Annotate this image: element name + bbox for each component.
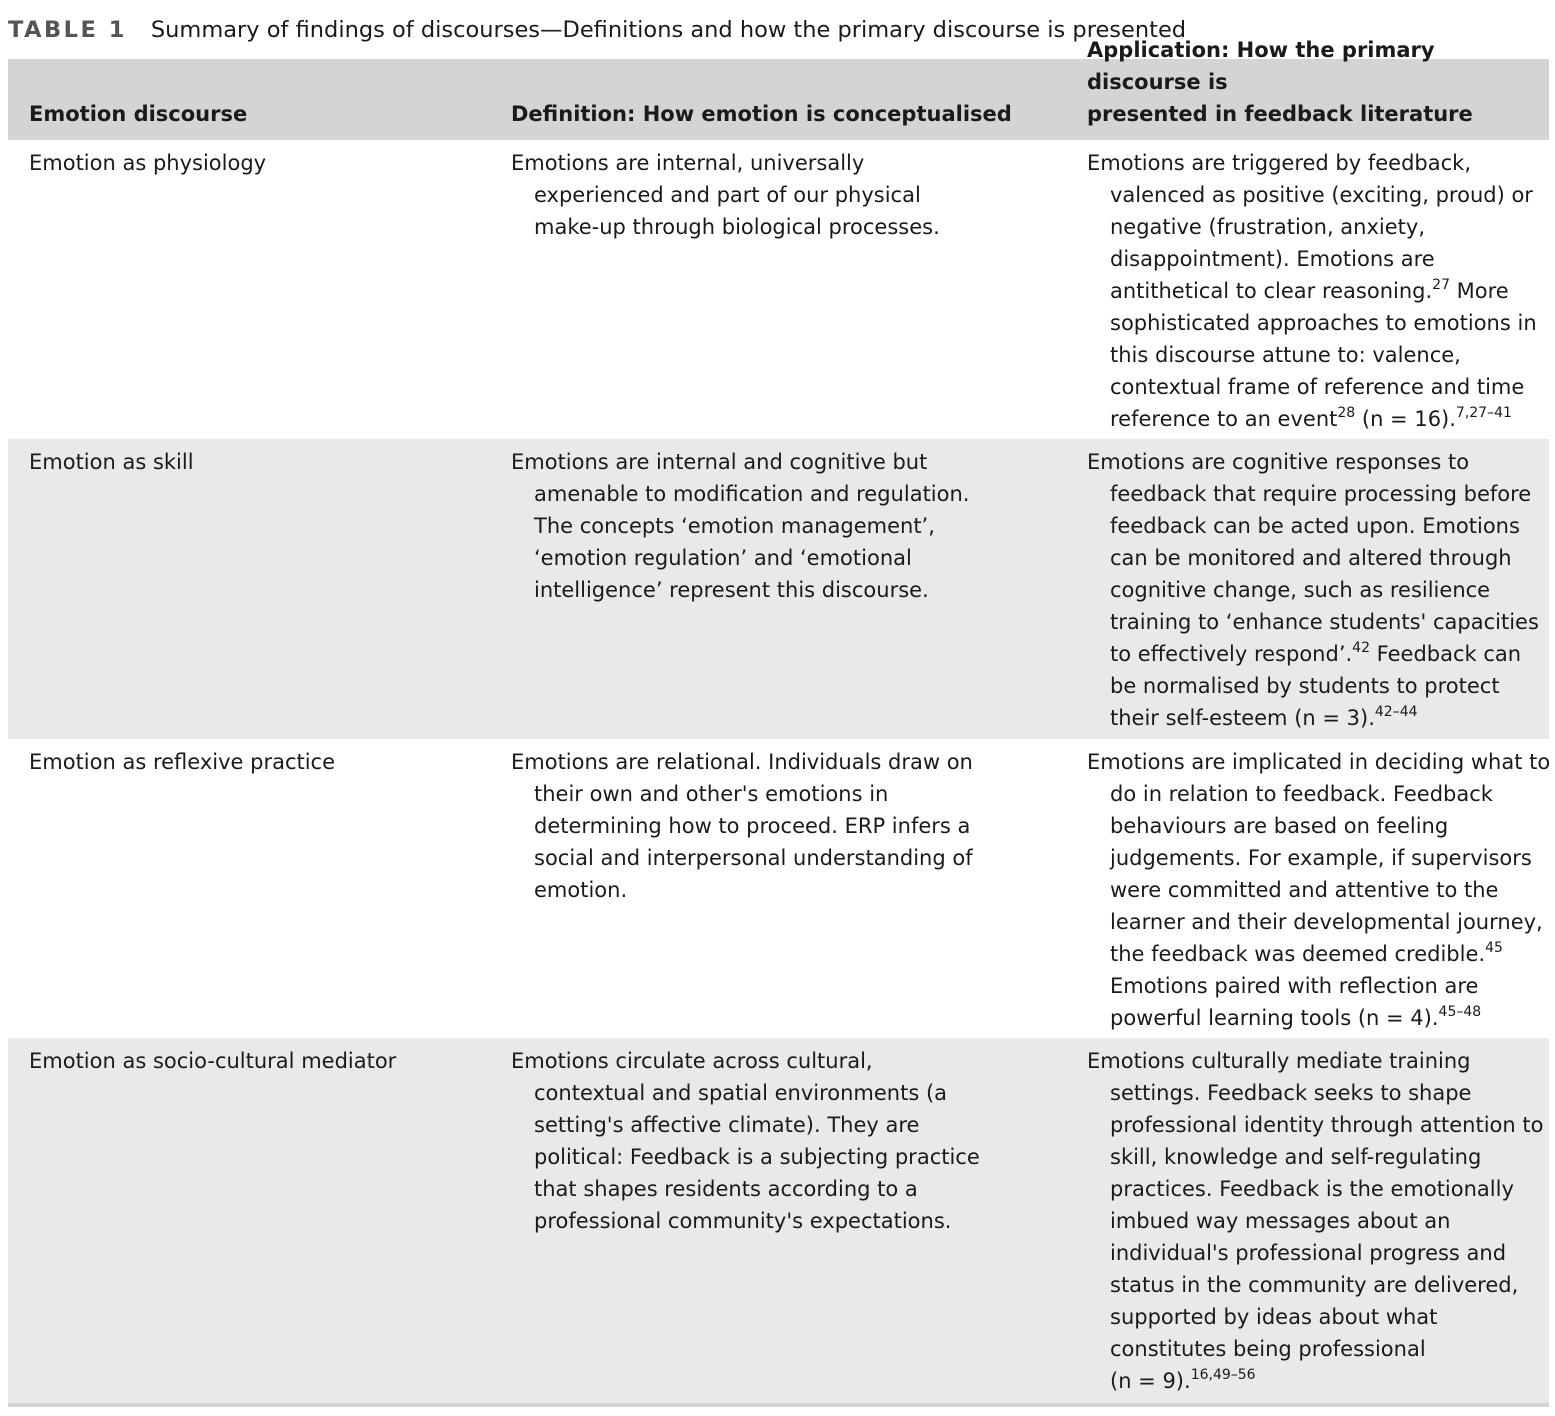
- application-line: negative (frustration, anxiety,: [1110, 215, 1425, 239]
- discourse-cell: Emotion as skill: [29, 450, 194, 474]
- definition-line: that shapes residents according to a: [534, 1177, 918, 1201]
- citation: 7,27–41: [1455, 405, 1512, 421]
- application-line: Emotions are cognitive responses to: [1087, 450, 1470, 474]
- definition-cell: [511, 446, 969, 606]
- definition-line: intelligence’ represent this discourse.: [534, 578, 929, 602]
- definition-line: Emotions are internal, universally: [511, 151, 865, 175]
- application-line: cognitive change, such as resilience: [1110, 578, 1491, 602]
- application-line: supported by ideas about what: [1110, 1305, 1438, 1329]
- discourse-cell: Emotion as physiology: [29, 151, 267, 175]
- application-line: Emotions culturally mediate training: [1087, 1049, 1471, 1073]
- definition-line: experienced and part of our physical: [534, 183, 921, 207]
- citation: 42: [1352, 640, 1370, 656]
- application-line: settings. Feedback seeks to shape: [1110, 1081, 1472, 1105]
- table-label: TABLE 1: [8, 17, 127, 43]
- application-line: feedback can be acted upon. Emotions: [1110, 514, 1520, 538]
- header-application-line-2: presented in feedback literature: [1087, 102, 1473, 126]
- application-text: (n = 9).: [1110, 1369, 1191, 1393]
- application-text: the feedback was deemed credible.: [1110, 942, 1486, 966]
- definition-cell: [511, 147, 940, 243]
- table-caption: [8, 14, 1186, 46]
- table-header: [8, 38, 1549, 140]
- application-cell: [1087, 746, 1550, 1034]
- application-line: behaviours are based on feeling: [1110, 814, 1449, 838]
- header-application: [1087, 34, 1549, 130]
- application-line: can be monitored and altered through: [1110, 546, 1512, 570]
- application-line: contextual frame of reference and time: [1110, 375, 1525, 399]
- application-line: Emotions paired with reflection are: [1110, 974, 1479, 998]
- application-line: do in relation to feedback. Feedback: [1110, 782, 1493, 806]
- application-line: professional identity through attention to: [1110, 1113, 1544, 1137]
- header-application-line-1: Application: How the primary discourse is: [1087, 38, 1435, 94]
- definition-line: determining how to proceed. ERP infers a: [534, 814, 971, 838]
- application-line: were committed and attentive to the: [1110, 878, 1499, 902]
- application-line: disappointment). Emotions are: [1110, 247, 1435, 271]
- table-row-reflexive-practice: [8, 739, 1549, 1038]
- table-bottom-rule: [8, 1403, 1549, 1407]
- application-line: skill, knowledge and self-regulating: [1110, 1145, 1482, 1169]
- citation: 28: [1337, 405, 1356, 421]
- findings-table: [8, 38, 1551, 1407]
- definition-cell: [511, 746, 973, 906]
- application-line: valenced as positive (exciting, proud) or: [1110, 183, 1533, 207]
- application-line: judgements. For example, if supervisors: [1110, 846, 1532, 870]
- application-line: be normalised by students to protect: [1110, 674, 1500, 698]
- application-line: training to ‘enhance students' capacities: [1110, 610, 1539, 634]
- citation: 45–48: [1438, 1004, 1482, 1020]
- citation: 16,49–56: [1190, 1367, 1256, 1383]
- application-line: [1087, 1002, 1550, 1034]
- application-text: reference to an event: [1110, 407, 1338, 431]
- application-line: imbued way messages about an: [1110, 1209, 1451, 1233]
- table-row-skill: [8, 439, 1549, 739]
- definition-line: Emotions are relational. Individuals draw on: [511, 750, 973, 774]
- table-title: Summary of findings of discourses—Definitions and how the primary discourse is presented: [150, 17, 1187, 43]
- definition-line: Emotions are internal and cognitive but: [511, 450, 928, 474]
- definition-line: emotion.: [534, 878, 628, 902]
- application-text: to effectively respond’.: [1110, 642, 1353, 666]
- application-cell: [1087, 1045, 1543, 1397]
- citation: 42–44: [1374, 704, 1418, 720]
- application-line: [1087, 638, 1539, 670]
- application-line: feedback that require processing before: [1110, 482, 1532, 506]
- definition-line: their own and other's emotions in: [534, 782, 889, 806]
- application-line: learner and their developmental journey,: [1110, 910, 1543, 934]
- definition-line: setting's affective climate). They are: [534, 1113, 920, 1137]
- definition-line: political: Feedback is a subjecting practice: [534, 1145, 980, 1169]
- definition-line: make-up through biological processes.: [534, 215, 940, 239]
- definition-line: The concepts ‘emotion management’,: [534, 514, 935, 538]
- application-line: [1087, 1365, 1543, 1397]
- application-line: [1087, 702, 1539, 734]
- table-row-physiology: [8, 140, 1549, 439]
- definition-line: professional community's expectations.: [534, 1209, 952, 1233]
- application-line: constitutes being professional: [1110, 1337, 1426, 1361]
- application-text: their self-esteem (n = 3).: [1110, 706, 1375, 730]
- definition-line: social and interpersonal understanding of: [534, 846, 973, 870]
- application-line: [1087, 403, 1537, 435]
- definition-line: amenable to modification and regulation.: [534, 482, 970, 506]
- application-line: [1087, 938, 1550, 970]
- application-line: Emotions are implicated in deciding what to: [1087, 750, 1551, 774]
- table-row-socio-cultural-mediator: [8, 1038, 1549, 1403]
- discourse-cell: Emotion as reflexive practice: [29, 750, 336, 774]
- application-line: practices. Feedback is the emotionally: [1110, 1177, 1514, 1201]
- discourse-cell: Emotion as socio-cultural mediator: [29, 1049, 397, 1073]
- header-definition: Definition: How emotion is conceptualised: [511, 102, 1012, 126]
- application-text: More: [1449, 279, 1509, 303]
- application-line: Emotions are triggered by feedback,: [1087, 151, 1472, 175]
- header-emotion-discourse: Emotion discourse: [29, 102, 248, 126]
- application-cell: [1087, 446, 1539, 734]
- application-line: individual's professional progress and: [1110, 1241, 1507, 1265]
- application-line: [1087, 275, 1537, 307]
- citation: 45: [1485, 940, 1503, 956]
- application-text: antithetical to clear reasoning.: [1110, 279, 1433, 303]
- definition-line: contextual and spatial environments (a: [534, 1081, 948, 1105]
- citation: 27: [1432, 277, 1450, 293]
- definition-line: Emotions circulate across cultural,: [511, 1049, 873, 1073]
- application-cell: [1087, 147, 1537, 435]
- application-text: (n = 16).: [1355, 407, 1456, 431]
- application-text: powerful learning tools (n = 4).: [1110, 1006, 1439, 1030]
- application-line: sophisticated approaches to emotions in: [1110, 311, 1537, 335]
- definition-cell: [511, 1045, 980, 1237]
- definition-line: ‘emotion regulation’ and ‘emotional: [534, 546, 912, 570]
- application-line: this discourse attune to: valence,: [1110, 343, 1461, 367]
- application-line: status in the community are delivered,: [1110, 1273, 1519, 1297]
- application-text: Feedback can: [1370, 642, 1522, 666]
